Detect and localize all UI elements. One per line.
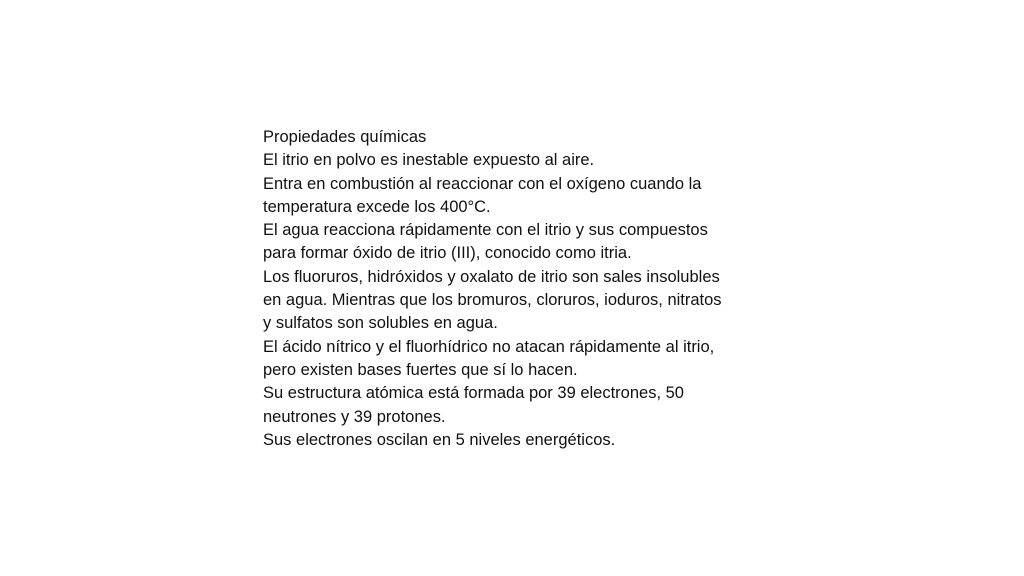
slide-title: Propiedades químicas [263, 128, 427, 146]
text-line: pero existen bases fuertes que sí lo hacen. [263, 360, 578, 379]
text-line: El itrio en polvo es inestable expuesto al aire. [263, 151, 595, 170]
text-line: temperatura excede los 400°C. [263, 197, 491, 216]
text-line: Su estructura atómica está formada por 39 electrones, 50 [263, 384, 684, 403]
text-line: Entra en combustión al reaccionar con el oxígeno cuando la [263, 174, 702, 193]
text-line: Los fluoruros, hidróxidos y oxalato de itrio son sales insolubles [263, 267, 720, 286]
text-line: neutrones y 39 protones. [263, 407, 446, 426]
text-line: y sulfatos son solubles en agua. [263, 314, 498, 333]
text-line: para formar óxido de itrio (III), conocido como itria. [263, 244, 632, 263]
text-line: El ácido nítrico y el fluorhídrico no atacan rápidamente al itrio, [263, 337, 715, 356]
text-line: El agua reacciona rápidamente con el itrio y sus compuestos [263, 221, 708, 240]
slide-text-block [263, 126, 773, 452]
text-line: en agua. Mientras que los bromuros, cloruros, ioduros, nitratos [263, 291, 722, 310]
text-line: Sus electrones oscilan en 5 niveles energéticos. [263, 430, 616, 449]
